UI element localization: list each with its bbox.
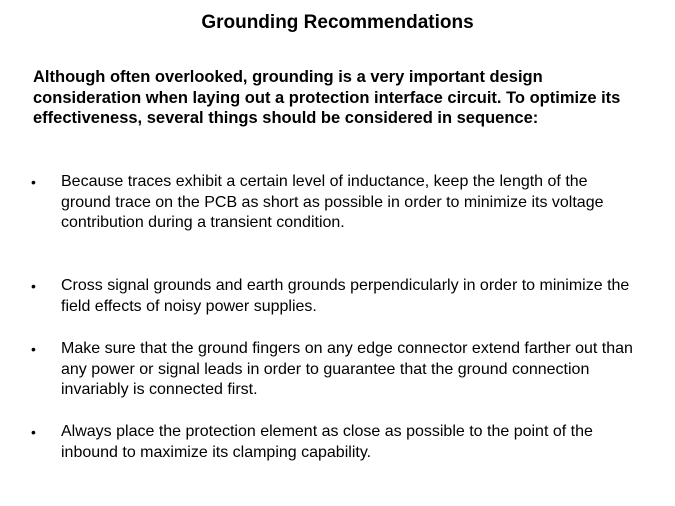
- page-title: Grounding Recommendations: [201, 12, 474, 33]
- bullet-text: Because traces exhibit a certain level of inductance, keep the length of the ground trace on the PCB as short as possible in order to minimize its voltage contribution during a transient condition.: [61, 173, 604, 231]
- bullet-icon: •: [31, 424, 36, 440]
- bullet-text: Always place the protection element as close as possible to the point of the inbound to maximize its clamping capability.: [61, 423, 593, 461]
- bullet-text: Cross signal grounds and earth grounds perpendicularly in order to minimize the field effects of noisy power supplies.: [61, 277, 630, 315]
- bullet-text: Make sure that the ground fingers on any edge connector extend farther out than any power or signal leads in order to guarantee that the ground connection invariably is connected first.: [61, 340, 633, 398]
- intro-paragraph: Although often overlooked, grounding is a very important design consideration when laying out a protection interface circuit. To optimize its effectiveness, several things should be considered in sequence:: [33, 68, 621, 127]
- bullet-icon: •: [31, 174, 36, 190]
- bullet-icon: •: [31, 341, 36, 357]
- bullet-icon: •: [31, 278, 36, 294]
